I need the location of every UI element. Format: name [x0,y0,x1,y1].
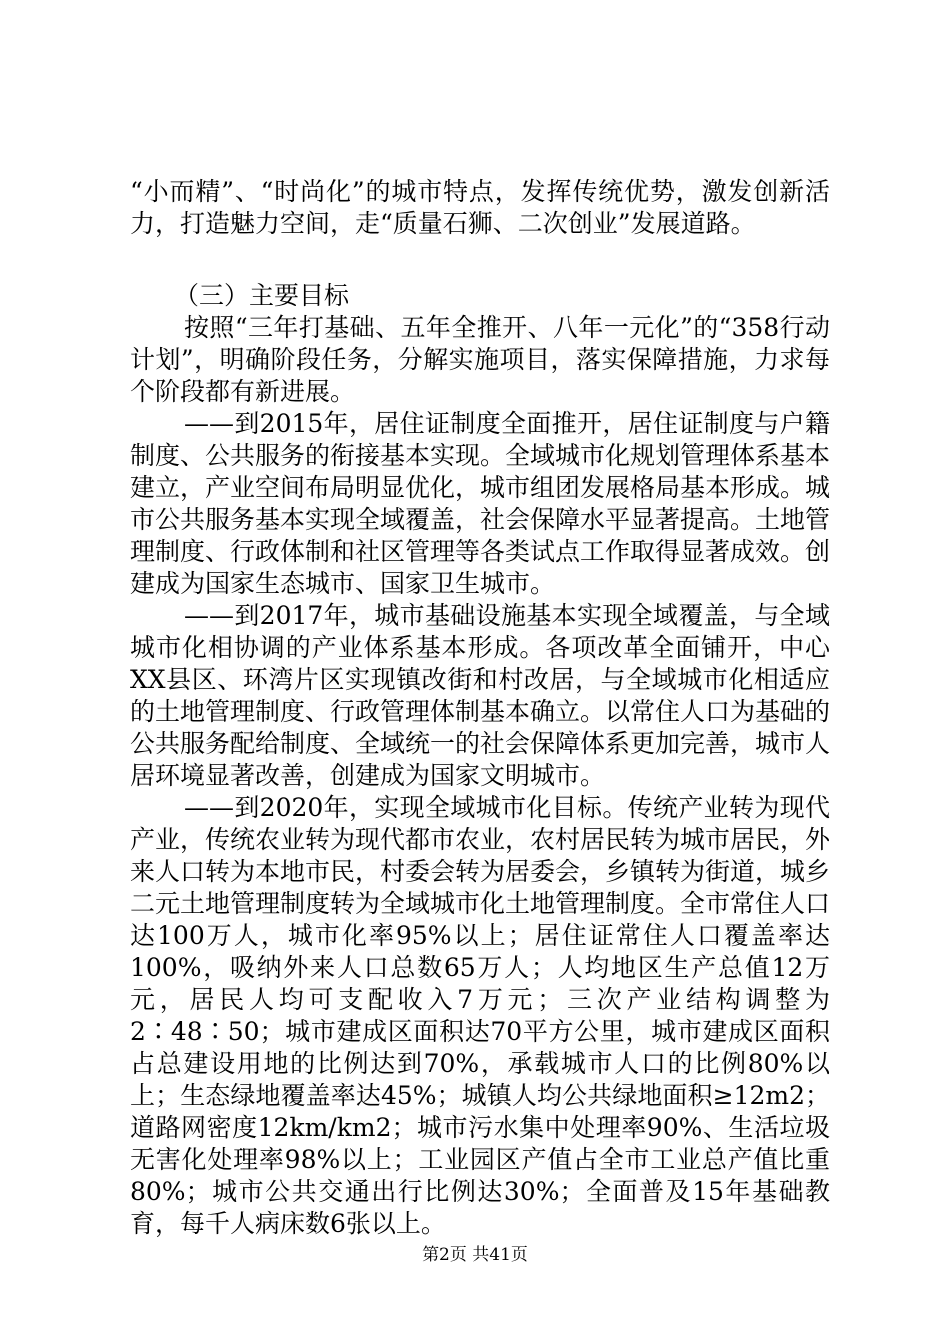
paragraph-goal-2020: ——到2020年，实现全域城市化目标。传统产业转为现代产业，传统农业转为现代都市农业，农村居民转为城市居民，外来人口转为本地市民，村委会转为居委会，乡镇转为街道，城乡二元土地管理制度转为全域城市化土地管理制度。全市常住人口达100万人，城市化率95%以上；居住证常住人口覆盖率达100%，吸纳外来人口总数65万人；人均地区生产总值12万元，居民人均可支配收入7万元；三次产业结构调整为2∶48∶50；城市建成区面积达70平方公里，城市建成区面积占总建设用地的比例达到70%，承载城市人口的比例80%以上；生态绿地覆盖率达45%；城镇人均公共绿地面积≥12m2；道路网密度12km/km2；城市污水集中处理率90%、生活垃圾无害化处理率98%以上；工业园区产值占全市工业总产值比重80%；城市公共交通出行比例达30%；全面普及15年基础教育，每千人病床数6张以上。 [130,793,831,1238]
paragraph-intro: 按照“三年打基础、五年全推开、八年一元化”的“358行动计划”，明确阶段任务，分解实施项目，落实保障措施，力求每个阶段都有新进展。 [130,313,830,406]
document-body [130,176,830,1240]
paragraph-goal-2015: ——到2015年，居住证制度全面推开，居住证制度与户籍制度、公共服务的衔接基本实现。全域城市化规划管理体系基本建立，产业空间布局明显优化，城市组团发展格局基本形成。城市公共服务基本实现全域覆盖，社会保障水平显著提高。土地管理制度、行政体制和社区管理等各类试点工作取得显著成效。创建成为国家生态城市、国家卫生城市。 [130,409,831,598]
paragraph-continuation: “小而精”、“时尚化”的城市特点，发挥传统优势，激发创新活力，打造魅力空间，走“质量石狮、二次创业”发展道路。 [130,177,830,238]
page-footer: 第2页 共41页 [422,1245,528,1265]
paragraph-goal-2017: ——到2017年，城市基础设施基本实现全域覆盖，与全域城市化相协调的产业体系基本形成。各项改革全面铺开，中心XX县区、环湾片区实现镇改街和村改居，与全域城市化相适应的土地管理制度、行政管理体制基本确立。以常住人口为基础的公共服务配给制度、全域统一的社会保障体系更加完善，城市人居环境显著改善，创建成为国家文明城市。 [130,601,831,790]
paragraph-gap [130,240,830,262]
section-heading: （三）主要目标 [174,281,350,310]
